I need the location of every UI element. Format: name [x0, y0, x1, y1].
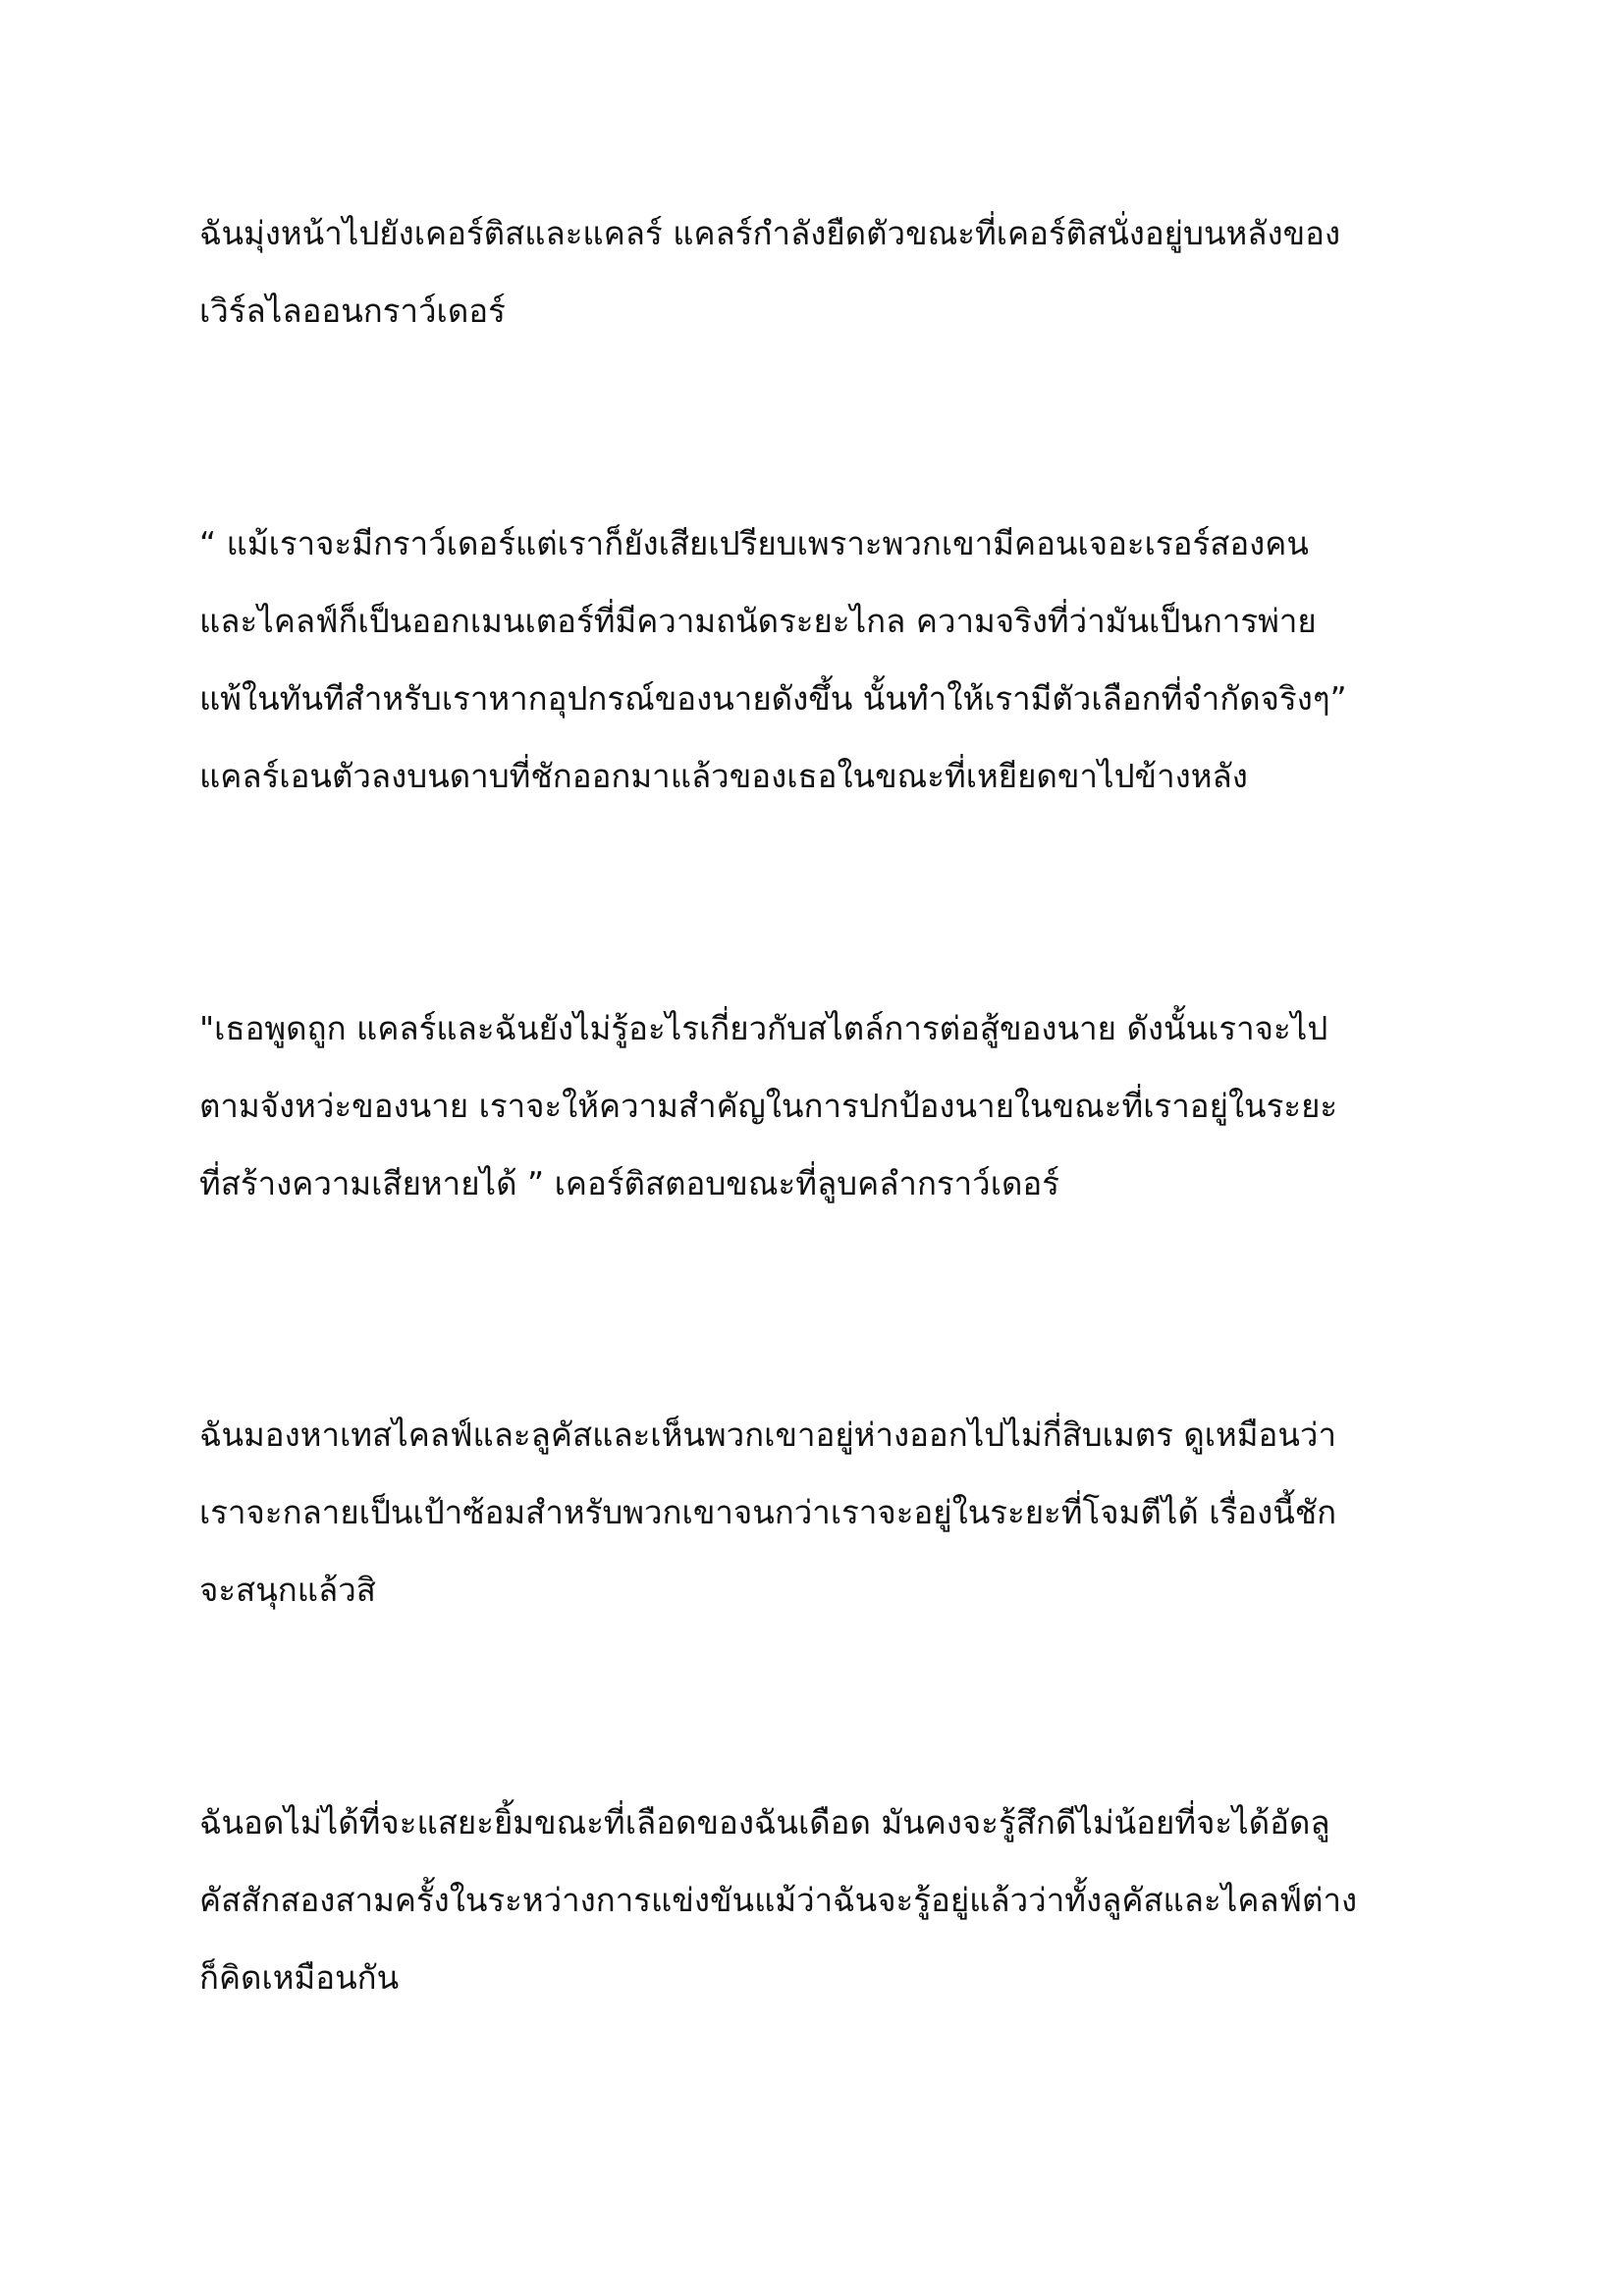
paragraph-line: ก็คิดเหมือนกัน: [199, 1958, 400, 1997]
paragraph-line: คัสสักสองสามครั้งในระหว่างการแข่งขันแม้ว่าฉันจะรู้อยู่แล้วว่าทั้งลูคัสและไคลฟ์ต่าง: [199, 1881, 1358, 1919]
paragraph-line: จะสนุกแล้วสิ: [199, 1571, 376, 1609]
paragraph-line: แพ้ในทันทีสำหรับเราหากอุปกรณ์ของนายดังขึ้น นั้นทำให้เรามีตัวเลือกที่จำกัดจริงๆ”: [199, 679, 1347, 718]
paragraph-line: ฉันมุ่งหน้าไปยังเคอร์ติสและแคลร์ แคลร์กำลังยืดตัวขณะที่เคอร์ติสนั่งอยู่บนหลังของ: [199, 214, 1341, 252]
paragraph-4: [199, 1396, 1441, 1629]
paragraph-line: เราจะกลายเป็นเป้าซ้อมสำหรับพวกเขาจนกว่าเราจะอยู่ในระยะที่โจมตีได้ เรื่องนี้ชัก: [199, 1493, 1337, 1531]
paragraph-line: "เธอพูดถูก แคลร์และฉันยังไม่รู้อะไรเกี่ยวกับสไตล์การต่อสู้ของนาย ดังนั้นเราจะไป: [199, 1009, 1328, 1047]
paragraph-line: เวิร์ลไลออนกราว์เดอร์: [199, 292, 506, 330]
paragraph-line: ที่สร้างความเสียหายได้ ” เคอร์ติสตอบขณะที่ลูบคลำกราว์เดอร์: [199, 1164, 1059, 1202]
paragraph-line: ตามจังหว่ะของนาย เราจะให้ความสำคัญในการปกป้องนายในขณะที่เราอยู่ในระยะ: [199, 1087, 1338, 1125]
paragraph-line: “ แม้เราจะมีกราว์เดอร์แต่เราก็ยังเสียเปรียบเพราะพวกเขามีคอนเจอะเรอร์สองคน: [199, 524, 1309, 562]
paragraph-5: [199, 1784, 1441, 2016]
paragraph-1: [199, 194, 1441, 349]
paragraph-3: [199, 989, 1441, 1222]
paragraph-line: แคลร์เอนตัวลงบนดาบที่ชักออกมาแล้วของเธอในขณะที่เหยียดขาไปข้างหลัง: [199, 757, 1248, 795]
paragraph-line: และไคลฟ์ก็เป็นออกเมนเตอร์ที่มีความถนัดระยะไกล ความจริงที่ว่ามันเป็นการพ่าย: [199, 602, 1317, 640]
paragraph-line: ฉันมองหาเทสไคลฟ์และลูคัสและเห็นพวกเขาอยู่ห่างออกไปไม่กี่สิบเมตร ดูเหมือนว่า: [199, 1415, 1336, 1454]
paragraph-2: [199, 505, 1441, 815]
paragraph-line: ฉันอดไม่ได้ที่จะแสยะยิ้มขณะที่เลือดของฉันเดือด มันคงจะรู้สึกดีไม่น้อยที่จะได้อัดลู: [199, 1803, 1330, 1842]
